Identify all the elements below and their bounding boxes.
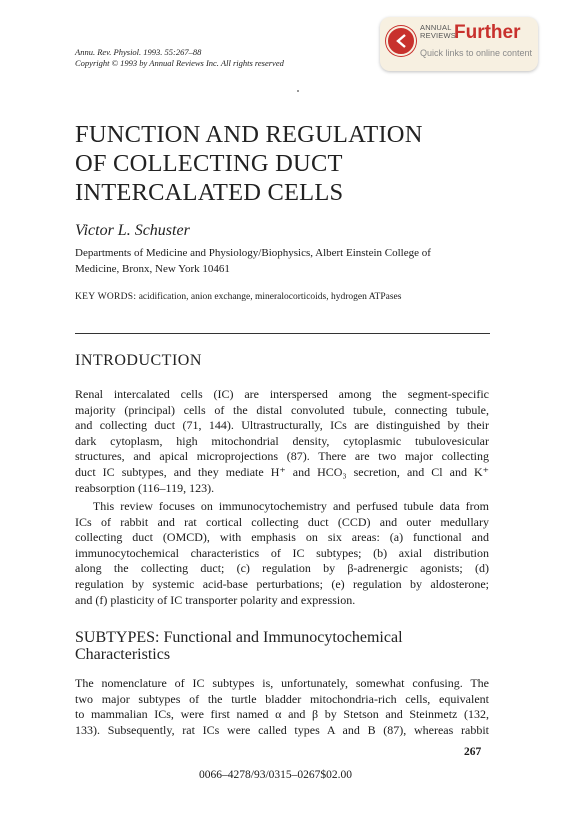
text-line: along the collecting duct; (c) regulation by β-adrenergic agonists; (d) bbox=[75, 561, 489, 576]
text-line: structures, and apical microprojections (87). There are two major collecting bbox=[75, 449, 489, 464]
affiliation-line: Medicine, Bronx, New York 10461 bbox=[75, 263, 230, 275]
text-line: regulation by systemic acid-base perturbations; (e) regulation by aldosterone; bbox=[75, 576, 489, 591]
annual-label: ANNUAL bbox=[420, 23, 452, 32]
text-line: The nomenclature of IC subtypes is, unfortunately, somewhat confusing. The bbox=[75, 676, 489, 690]
keywords-list: acidification, anion exchange, mineralocorticoids, hydrogen ATPases bbox=[138, 292, 402, 302]
author-affiliation bbox=[75, 245, 495, 277]
author-name: Victor L. Schuster bbox=[75, 222, 190, 239]
introduction-heading: INTRODUCTION bbox=[75, 352, 202, 369]
title-line: FUNCTION AND REGULATION bbox=[75, 121, 423, 148]
text-line: to mammalian ICs, were first named α and β by Stetson and Steinmetz (132, bbox=[75, 707, 489, 722]
further-label: Further bbox=[454, 22, 521, 43]
heading-line: SUBTYPES: Functional and Immunocytochemical bbox=[75, 629, 403, 646]
journal-citation: Annu. Rev. Physiol. 1993. 55:267–88 bbox=[75, 47, 202, 57]
intro-paragraph-1 bbox=[75, 387, 489, 496]
annual-reviews-further-badge[interactable] bbox=[380, 17, 538, 71]
badge-subtitle: Quick links to online content bbox=[420, 48, 533, 58]
affiliation-line: Departments of Medicine and Physiology/Biophysics, Albert Einstein College of bbox=[75, 247, 431, 259]
keywords-label: KEY WORDS: bbox=[75, 292, 137, 302]
annual-reviews-label bbox=[420, 24, 456, 40]
text-line: This review focuses on immunocytochemistry and perfused tubule data from bbox=[75, 499, 489, 513]
text-line: reabsorption (116–119, 123). bbox=[75, 480, 215, 495]
play-arrow-icon bbox=[386, 26, 416, 56]
text-line: 133). Subsequently, rat ICs were called types A and B (87), whereas rabbit bbox=[75, 722, 489, 737]
price-code: 0066–4278/93/0315–0267$02.00 bbox=[199, 769, 353, 781]
intro-paragraph-2 bbox=[75, 499, 489, 608]
subtypes-paragraph-1 bbox=[75, 676, 489, 738]
text-line: ICs of rabbit and rat cortical collecting duct (CCD) and outer medullary bbox=[75, 514, 489, 529]
text-line: and (f) plasticity of IC transporter polarity and expression. bbox=[75, 592, 356, 607]
title-line: INTERCALATED CELLS bbox=[75, 179, 344, 206]
text-line: and collecting duct (71, 144). Ultrastructurally, ICs are distinguished by their bbox=[75, 418, 489, 433]
text-line: immunocytochemical characteristics of IC subtypes; (b) axial distribution bbox=[75, 545, 489, 560]
horizontal-rule bbox=[75, 333, 490, 334]
heading-line: Characteristics bbox=[75, 646, 171, 663]
keywords bbox=[75, 292, 401, 302]
text-line: dark cytoplasm, high mitochondrial density, cytoplasmic tubulovesicular bbox=[75, 433, 489, 448]
text-line: collecting duct (OMCD), with emphasis on six areas: (a) functional and bbox=[75, 530, 489, 545]
title-line: OF COLLECTING DUCT bbox=[75, 150, 343, 177]
scan-speck bbox=[297, 90, 299, 92]
text-line: duct IC subtypes, and they mediate H⁺ and HCO₃ secretion, and Cl and K⁺ bbox=[75, 464, 489, 479]
article-title bbox=[75, 120, 495, 207]
copyright-notice: Copyright © 1993 by Annual Reviews Inc. All rights reserved bbox=[75, 58, 284, 68]
page-number: 267 bbox=[464, 746, 482, 758]
text-line: majority (principal) cells of the distal convoluted tubule, connecting tubule, bbox=[75, 402, 489, 417]
subtypes-heading bbox=[75, 629, 495, 663]
text-line: Renal intercalated cells (IC) are interspersed among the segment-specific bbox=[75, 387, 489, 401]
reviews-label: REVIEWS bbox=[420, 31, 456, 40]
text-line: two major subtypes of the turtle bladder mitochondria-rich cells, equivalent bbox=[75, 691, 489, 706]
